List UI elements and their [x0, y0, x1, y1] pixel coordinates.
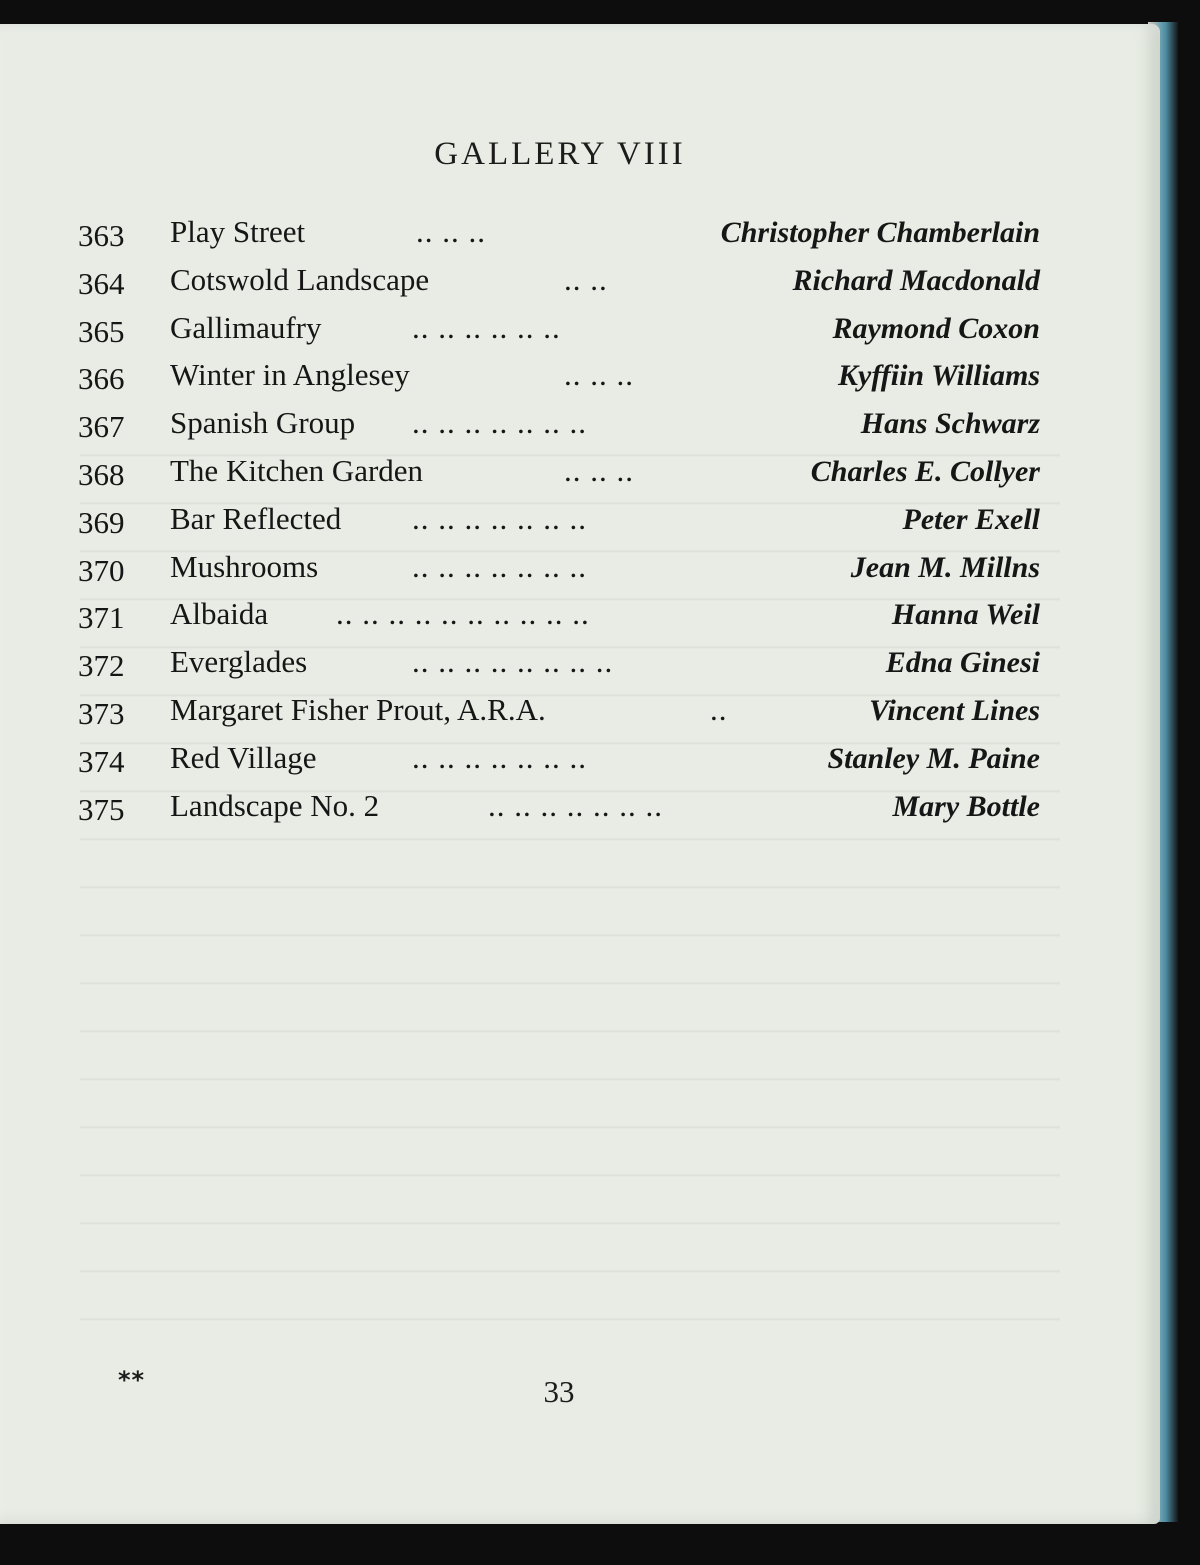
list-item: [78, 403, 1040, 451]
entry-number: 373: [78, 695, 125, 731]
entry-number: 370: [78, 552, 125, 588]
dot-leader: .. .. .. .. .. .. ..: [412, 739, 587, 775]
list-item: [78, 738, 1040, 786]
work-title: Everglades: [170, 644, 308, 680]
artist-name: Vincent Lines: [869, 693, 1040, 727]
list-item: [78, 451, 1040, 499]
work-title: Spanish Group: [170, 405, 356, 441]
dot-leader: .. .. .. .. .. .. ..: [412, 405, 587, 441]
entry-number: 369: [78, 504, 125, 540]
artist-name: Peter Exell: [902, 502, 1040, 536]
list-item: [78, 594, 1040, 642]
catalogue-page: [0, 24, 1160, 1524]
dot-leader: .. .. .. .. .. .. ..: [412, 500, 587, 536]
artist-name: Hanna Weil: [891, 598, 1040, 632]
dot-leader: .. .. .. .. .. .. .. .. .. ..: [336, 596, 590, 632]
dot-leader: .. .. ..: [416, 214, 486, 249]
artist-name: Hans Schwarz: [860, 407, 1040, 441]
entry-number: 374: [78, 743, 125, 779]
list-item: [78, 355, 1040, 403]
entry-number: 367: [78, 409, 125, 445]
entry-number: 365: [78, 313, 125, 349]
entry-number: 371: [78, 600, 125, 636]
dot-leader: .. .. .. .. .. .. ..: [488, 787, 663, 823]
work-title: Red Village: [170, 739, 317, 775]
work-title: Cotswold Landscape: [170, 261, 430, 297]
artist-name: Richard Macdonald: [792, 263, 1040, 297]
work-title: Margaret Fisher Prout, A.R.A.: [170, 691, 546, 727]
entry-number: 372: [78, 648, 125, 684]
dot-leader: .. .. .. .. .. ..: [412, 309, 561, 345]
dot-leader: .. .. ..: [564, 452, 634, 488]
signature-mark: **: [118, 1366, 146, 1394]
artist-name: Kyffiin Williams: [838, 359, 1040, 393]
work-title: Gallimaufry: [170, 309, 322, 345]
work-title: Winter in Anglesey: [170, 357, 410, 393]
work-title: The Kitchen Garden: [170, 452, 424, 488]
artist-name: Mary Bottle: [892, 789, 1040, 823]
artist-name: Jean M. Millns: [850, 550, 1040, 584]
page-title: GALLERY VIII: [434, 136, 686, 172]
entry-number: 375: [78, 791, 125, 827]
work-title: Play Street: [170, 214, 306, 249]
dot-leader: ..: [710, 691, 728, 727]
dot-leader: .. .. .. .. .. .. ..: [412, 548, 587, 584]
list-item: [78, 642, 1040, 690]
work-title: Albaida: [170, 596, 269, 632]
list-item: [78, 499, 1040, 547]
entry-number: 368: [78, 456, 125, 492]
list-item: [78, 212, 1040, 260]
artist-name: Charles E. Collyer: [810, 454, 1040, 488]
artist-name: Stanley M. Paine: [827, 741, 1040, 775]
artist-name: Raymond Coxon: [832, 311, 1040, 345]
entry-number: 366: [78, 361, 125, 397]
work-title: Landscape No. 2: [170, 787, 380, 823]
catalogue-list: [78, 212, 1040, 833]
list-item: [78, 786, 1040, 834]
artist-name: Edna Ginesi: [885, 646, 1040, 680]
list-item: [78, 260, 1040, 308]
entry-number: 363: [78, 218, 125, 253]
page-number: 33: [543, 1374, 575, 1409]
list-item: [78, 547, 1040, 595]
list-item: [78, 308, 1040, 356]
dot-leader: .. .. ..: [564, 357, 634, 393]
artist-name: Christopher Chamberlain: [720, 216, 1040, 249]
dot-leader: .. ..: [564, 261, 608, 297]
work-title: Bar Reflected: [170, 500, 342, 536]
list-item: [78, 690, 1040, 738]
dot-leader: .. .. .. .. .. .. .. ..: [412, 644, 614, 680]
entry-number: 364: [78, 265, 125, 301]
work-title: Mushrooms: [170, 548, 319, 584]
